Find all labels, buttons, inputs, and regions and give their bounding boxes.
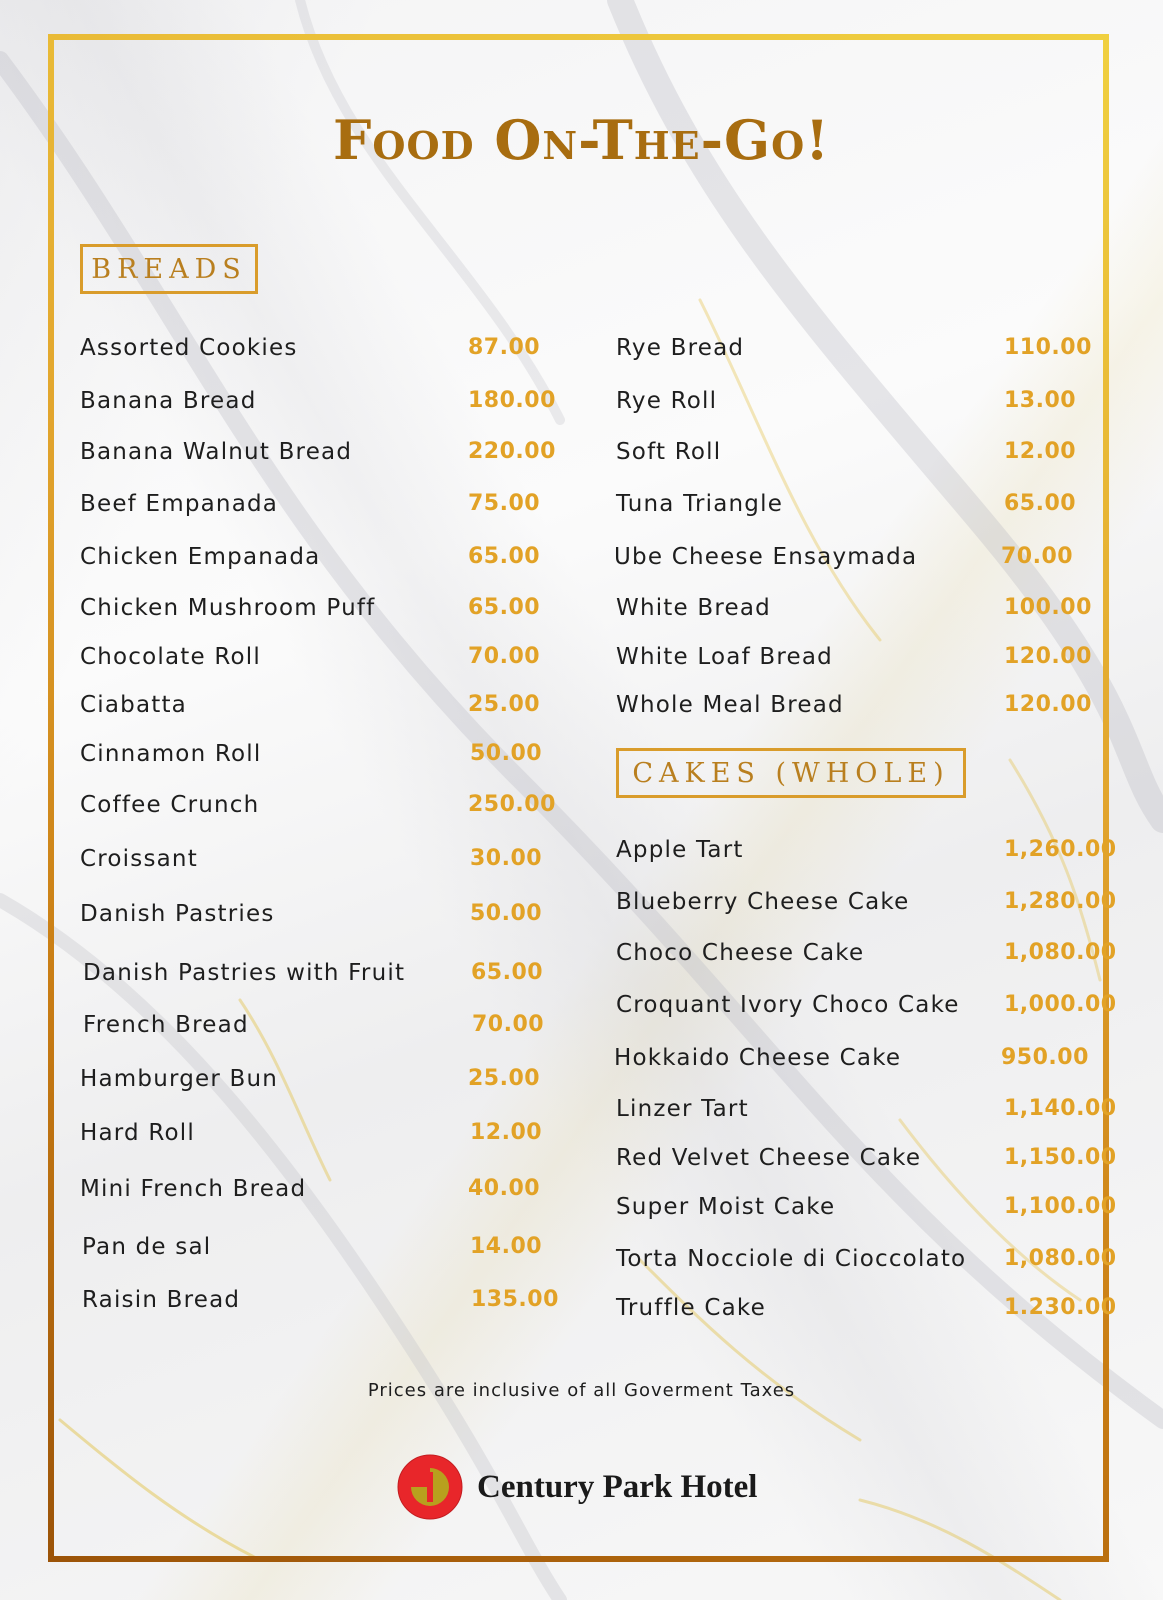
item-price: 12.00 — [470, 1120, 543, 1145]
hotel-name: Century Park Hotel — [477, 1468, 758, 1505]
item-name: Tuna Triangle — [616, 491, 784, 517]
item-price: 1,150.00 — [1004, 1145, 1117, 1170]
item-price: 950.00 — [1001, 1045, 1089, 1070]
item-name: Rye Roll — [616, 388, 718, 414]
item-name: Rye Bread — [616, 335, 745, 361]
item-name: Croissant — [80, 846, 198, 872]
item-price: 40.00 — [468, 1176, 541, 1201]
item-price: 65.00 — [468, 544, 541, 569]
item-price: 70.00 — [468, 644, 541, 669]
item-name: Torta Nocciole di Cioccolato — [616, 1246, 967, 1272]
item-price: 110.00 — [1004, 335, 1092, 360]
item-name: Assorted Cookies — [80, 335, 298, 361]
cakes-heading: CAKES (WHOLE) — [632, 757, 950, 789]
item-price: 1,140.00 — [1004, 1096, 1117, 1121]
item-name: White Bread — [616, 595, 771, 621]
item-price: 75.00 — [468, 491, 541, 516]
item-name: Danish Pastries — [80, 901, 275, 927]
item-price: 1,000.00 — [1004, 992, 1117, 1017]
item-price: 1.230.00 — [1004, 1295, 1117, 1320]
item-price: 87.00 — [468, 335, 541, 360]
item-name: Ube Cheese Ensaymada — [614, 544, 918, 570]
item-name: Hamburger Bun — [80, 1066, 279, 1092]
item-name: Raisin Bread — [82, 1287, 241, 1313]
item-name: Truffle Cake — [616, 1295, 766, 1321]
item-price: 25.00 — [468, 1066, 541, 1091]
item-name: Choco Cheese Cake — [616, 940, 865, 966]
hotel-logo — [397, 1452, 757, 1522]
item-price: 1,280.00 — [1004, 889, 1117, 914]
item-price: 100.00 — [1004, 595, 1092, 620]
item-price: 1,100.00 — [1004, 1194, 1117, 1219]
item-name: Croquant Ivory Choco Cake — [616, 992, 960, 1018]
item-name: Pan de sal — [82, 1234, 212, 1260]
tax-note: Prices are inclusive of all Goverment Taxes — [367, 1380, 796, 1401]
item-name: Danish Pastries with Fruit — [83, 960, 406, 986]
item-price: 250.00 — [468, 792, 556, 817]
item-price: 30.00 — [470, 846, 543, 871]
item-name: French Bread — [83, 1012, 249, 1038]
item-name: Blueberry Cheese Cake — [616, 889, 910, 915]
item-name: Cinnamon Roll — [80, 741, 262, 767]
breads-heading-box — [80, 244, 258, 294]
item-price: 135.00 — [471, 1287, 559, 1312]
item-price: 65.00 — [471, 960, 544, 985]
item-price: 120.00 — [1004, 692, 1092, 717]
item-price: 1,080.00 — [1004, 940, 1117, 965]
item-price: 14.00 — [470, 1234, 543, 1259]
item-price: 13.00 — [1004, 388, 1077, 413]
item-price: 50.00 — [470, 901, 543, 926]
item-name: Whole Meal Bread — [616, 692, 844, 718]
item-name: Chocolate Roll — [80, 644, 261, 670]
breads-heading: BREADS — [91, 253, 247, 285]
item-name: Apple Tart — [616, 837, 744, 863]
item-price: 65.00 — [468, 595, 541, 620]
item-price: 12.00 — [1004, 439, 1077, 464]
page-title: Food On-The-Go! — [333, 108, 830, 172]
item-name: Banana Bread — [80, 388, 257, 414]
item-price: 180.00 — [468, 388, 556, 413]
item-name: Ciabatta — [80, 692, 187, 718]
item-name: Hard Roll — [80, 1120, 195, 1146]
item-name: Chicken Empanada — [80, 544, 321, 570]
item-name: Banana Walnut Bread — [80, 439, 353, 465]
item-name: Coffee Crunch — [80, 792, 260, 818]
item-name: Chicken Mushroom Puff — [80, 595, 376, 621]
item-name: Hokkaido Cheese Cake — [614, 1045, 902, 1071]
item-name: Beef Empanada — [80, 491, 279, 517]
item-price: 1,080.00 — [1004, 1246, 1117, 1271]
item-name: Red Velvet Cheese Cake — [616, 1145, 922, 1171]
item-price: 220.00 — [468, 439, 556, 464]
item-name: White Loaf Bread — [616, 644, 833, 670]
item-price: 25.00 — [468, 692, 541, 717]
item-price: 1,260.00 — [1004, 837, 1117, 862]
item-price: 120.00 — [1004, 644, 1092, 669]
item-name: Linzer Tart — [616, 1096, 749, 1122]
item-price: 50.00 — [470, 741, 543, 766]
item-name: Super Moist Cake — [616, 1194, 836, 1220]
item-price: 65.00 — [1004, 491, 1077, 516]
item-price: 70.00 — [472, 1012, 545, 1037]
item-name: Soft Roll — [616, 439, 722, 465]
item-name: Mini French Bread — [80, 1176, 307, 1202]
century-park-logo-icon — [397, 1454, 463, 1520]
cakes-heading-box — [616, 748, 966, 798]
item-price: 70.00 — [1001, 544, 1074, 569]
